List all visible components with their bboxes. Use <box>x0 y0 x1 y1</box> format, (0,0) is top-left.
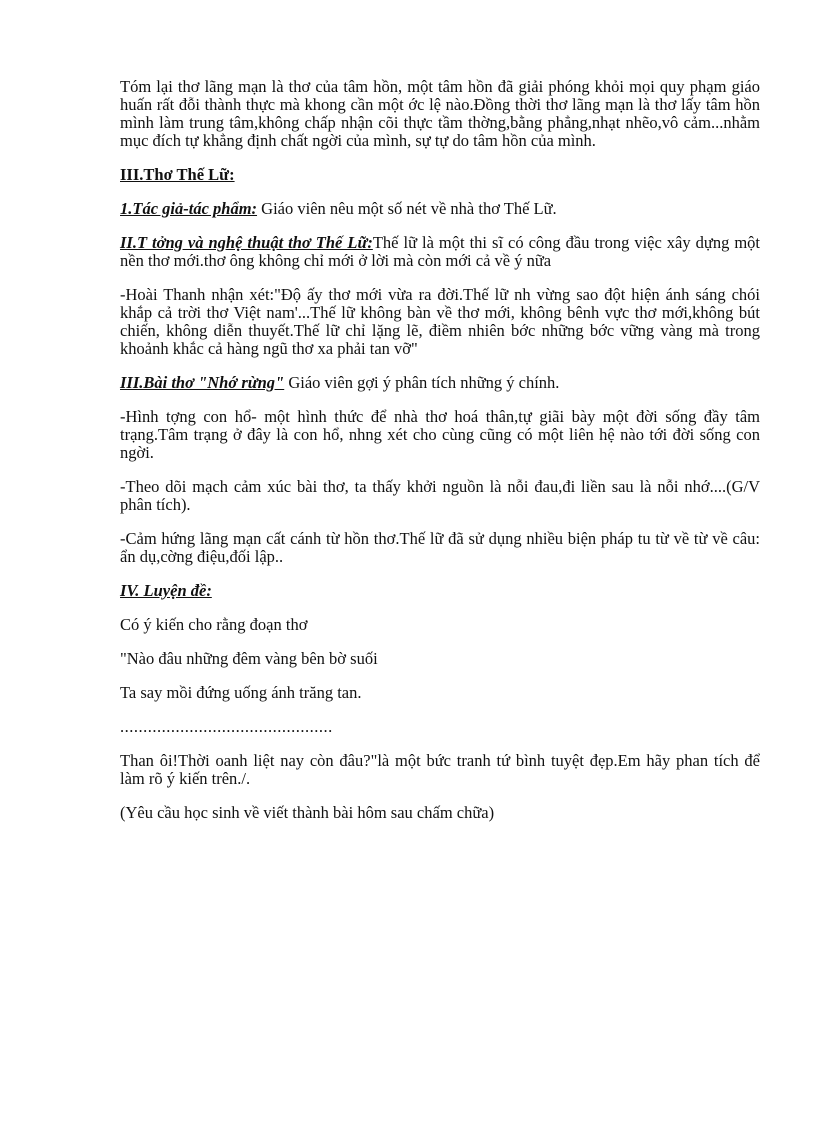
ellipsis-line: .............................................. <box>120 717 333 736</box>
section-heading-iii: III.Thơ Thế Lữ: <box>120 165 235 184</box>
ideas-art-paragraph <box>120 234 760 270</box>
poem-nho-rung-text: Giáo viên gợi ý phân tích những ý chính. <box>284 373 560 392</box>
romantic-inspiration-paragraph: -Cảm hứng lãng mạn cất cánh từ hồn thơ.Thế lữ đã sử dụng nhiều biện pháp tu từ về từ về câu: ẩn dụ,cờng điệu,đối lập.. <box>120 529 760 566</box>
ideas-art-label: II.T tởng và nghệ thuật thơ Thế Lữ: <box>120 233 373 252</box>
author-work-label: 1.Tác giả-tác phẩm: <box>120 199 258 218</box>
document-page <box>120 78 760 838</box>
author-work-paragraph <box>120 200 760 218</box>
verse-line-2: Ta say mồi đứng uống ánh trăng tan. <box>120 683 362 702</box>
opinion-paragraph: Có ý kiến cho rằng đoạn thơ <box>120 615 308 634</box>
verse-line-1: "Nào đâu những đêm vàng bên bờ suối <box>120 649 378 668</box>
hoai-thanh-quote-paragraph: -Hoài Thanh nhận xét:"Độ ấy thơ mới vừa ra đời.Thế lữ nh vừng sao đột hiện ánh sáng chói khắp cả trời thơ Việt nam'...Thế lữ không bàn về thơ mới, không bênh vực thơ mới,không bút chiến, không diễn thuyết.Thế lữ chỉ lặng lẽ, điềm nhiên bớc những bớc vững vàng mà trong khoảnh khắc cả hàng ngũ thơ xa phải tan vỡ" <box>120 285 760 358</box>
ideas-art-text: Thế lữ là một thi sĩ có công đầu trong việc xây dựng một nền thơ mới.thơ ông không chỉ mới ở lời mà còn mới cả về ý nữa <box>120 233 760 270</box>
author-work-text: Giáo viên nêu một số nét về nhà thơ Thế Lữ. <box>257 199 557 218</box>
poem-nho-rung-label: III.Bài thơ "Nhớ rừng" <box>120 373 285 392</box>
poem-nho-rung-paragraph <box>120 374 760 392</box>
emotion-flow-paragraph: -Theo dõi mạch cảm xúc bài thơ, ta thấy khởi nguồn là nỗi đau,đi liền sau là nỗi nhớ....(G/V phân tích). <box>120 477 760 514</box>
homework-note: (Yêu cầu học sinh về viết thành bài hôm sau chấm chữa) <box>120 803 495 822</box>
section-heading-iv: IV. Luyện đề: <box>120 581 212 600</box>
exercise-paragraph: Than ôi!Thời oanh liệt nay còn đâu?"là một bức tranh tứ bình tuyệt đẹp.Em hãy phan tích để làm rõ ý kiến trên./. <box>120 751 760 788</box>
summary-paragraph: Tóm lại thơ lãng mạn là thơ của tâm hồn, một tâm hồn đã giải phóng khỏi mọi quy phạm giáo huấn rất đỗi thành thực mà khong cần một ớc lệ nào.Đồng thời thơ lãng mạn là thơ lấy tâm hồn mình làm trung tâm,không chấp nhận cõi thực tầm thờng,bằng phẳng,nhạt nhẽo,vô cảm...nhằm mục đích tự khẳng định chất ngời của mình, sự tự do tâm hồn của mình. <box>120 77 760 150</box>
tiger-image-paragraph: -Hình tợng con hổ- một hình thức để nhà thơ hoá thân,tự giãi bày một đời sống đầy tâm trạng.Tâm trạng ở đây là con hổ, nhng xét cho cùng cũng có một liên hệ nào tới đời sống con ngời. <box>120 407 760 462</box>
